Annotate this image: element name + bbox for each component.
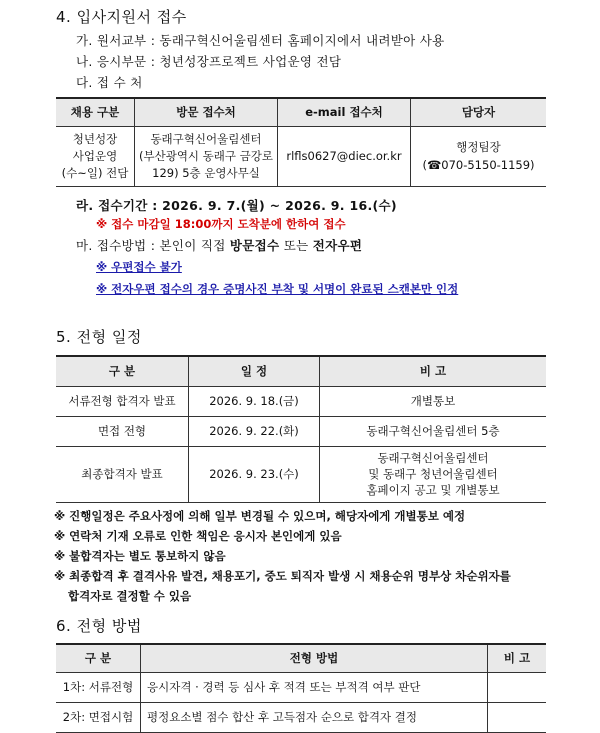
section-5-title: 5. 전형 일정 (56, 328, 142, 346)
header-stage: 구 분 (56, 644, 141, 672)
cell-contact (411, 126, 547, 186)
table-row (56, 446, 546, 502)
remark-cell: 개별통보 (320, 386, 547, 416)
method-table (56, 643, 546, 733)
contact-title: 행정팀장 (456, 140, 501, 154)
date-cell: 2026. 9. 23.(수) (189, 446, 320, 502)
cell-visit (135, 126, 278, 186)
item-da: 다. 접 수 처 (76, 75, 143, 90)
table-row (56, 416, 546, 446)
no-mail-note: ※ 우편접수 불가 (96, 260, 182, 274)
category-line: (수~일) 전담 (61, 165, 129, 180)
visit-line: 129) 5층 운영사무실 (152, 165, 260, 180)
method-cell: 평정요소별 점수 합산 후 고득점자 순으로 합격자 결정 (141, 702, 488, 732)
method-cell: 응시자격 · 경력 등 심사 후 적격 또는 부적격 여부 판단 (141, 672, 488, 702)
cell-category (56, 126, 135, 186)
deadline-note: ※ 접수 마감일 18:00까지 도착분에 한하여 접수 (96, 217, 346, 231)
remark-cell (488, 672, 547, 702)
remark-cell (488, 702, 547, 732)
stage-cell: 최종합격자 발표 (56, 446, 189, 502)
item-ra (76, 196, 397, 214)
visit-line: (부산광역시 동래구 금강로 (139, 148, 273, 163)
table-row (56, 672, 546, 702)
table-row (56, 386, 546, 416)
remark-line: 동래구혁신어울림센터 (377, 451, 489, 465)
stage-cell: 서류전형 합격자 발표 (56, 386, 189, 416)
section-4-title: 4. 입사지원서 접수 (56, 8, 187, 26)
item-na: 나. 응시부문 : 청년성장프로젝트 사업운영 전담 (76, 54, 342, 69)
stage-cell: 1차: 서류전형 (56, 672, 141, 702)
schedule-note: ※ 최종합격 후 결격사유 발견, 채용포기, 중도 퇴직자 발생 시 채용순위 명부상 차순위자를 (54, 569, 511, 583)
remark-line: 홈페이지 공고 및 개별통보 (366, 483, 500, 497)
schedule-note: ※ 불합격자는 별도 통보하지 않음 (54, 549, 226, 563)
header-remark: 비 고 (488, 644, 547, 672)
remark-line: 및 동래구 청년어울림센터 (368, 467, 498, 481)
date-cell: 2026. 9. 18.(금) (189, 386, 320, 416)
header-remark: 비 고 (320, 356, 547, 386)
category-line: 청년성장 (72, 131, 118, 146)
stage-cell: 2차: 면접시험 (56, 702, 141, 732)
remark-cell (320, 446, 547, 502)
header-stage: 구 분 (56, 356, 189, 386)
header-email: e-mail 접수처 (278, 98, 411, 126)
header-category: 채용 구분 (56, 98, 135, 126)
method-visit: 방문접수 (229, 238, 280, 253)
method-email: 전자우편 (312, 238, 363, 253)
email-scan-note: ※ 전자우편 접수의 경우 증명사진 부착 및 서명이 완료된 스캔본만 인정 (96, 282, 459, 296)
header-visit: 방문 접수처 (135, 98, 278, 126)
header-method: 전형 방법 (141, 644, 488, 672)
header-contact: 담당자 (411, 98, 547, 126)
visit-line: 동래구혁신어울림센터 (150, 131, 262, 146)
section-6-title: 6. 전형 방법 (56, 617, 142, 635)
schedule-table (56, 355, 546, 503)
schedule-note: 합격자로 결정할 수 있음 (68, 589, 192, 603)
table-row (56, 702, 546, 732)
schedule-note: ※ 진행일정은 주요사정에 의해 일부 변경될 수 있으며, 해당자에게 개별통보 예정 (54, 509, 466, 523)
reception-period: 라. 접수기간 : 2026. 9. 7.(월) ~ 2026. 9. 16.(수) (76, 198, 397, 213)
header-date: 일 정 (189, 356, 320, 386)
item-ga: 가. 원서교부 : 동래구혁신어울림센터 홈페이지에서 내려받아 사용 (76, 33, 445, 48)
stage-cell: 면접 전형 (56, 416, 189, 446)
category-line: 사업운영 (72, 148, 118, 163)
contact-phone: (☎070-5150-1159) (422, 158, 535, 172)
schedule-note: ※ 연락처 기재 오류로 인한 책임은 응시자 본인에게 있음 (54, 529, 342, 543)
method-mid: 또는 (279, 238, 313, 253)
method-prefix: 마. 접수방법 : 본인이 직접 (76, 238, 230, 253)
item-ma (76, 236, 362, 254)
date-cell: 2026. 9. 22.(화) (189, 416, 320, 446)
cell-email[interactable]: rlfls0627@diec.or.kr (278, 126, 411, 186)
reception-table (56, 97, 546, 187)
remark-cell: 동래구혁신어울림센터 5층 (320, 416, 547, 446)
